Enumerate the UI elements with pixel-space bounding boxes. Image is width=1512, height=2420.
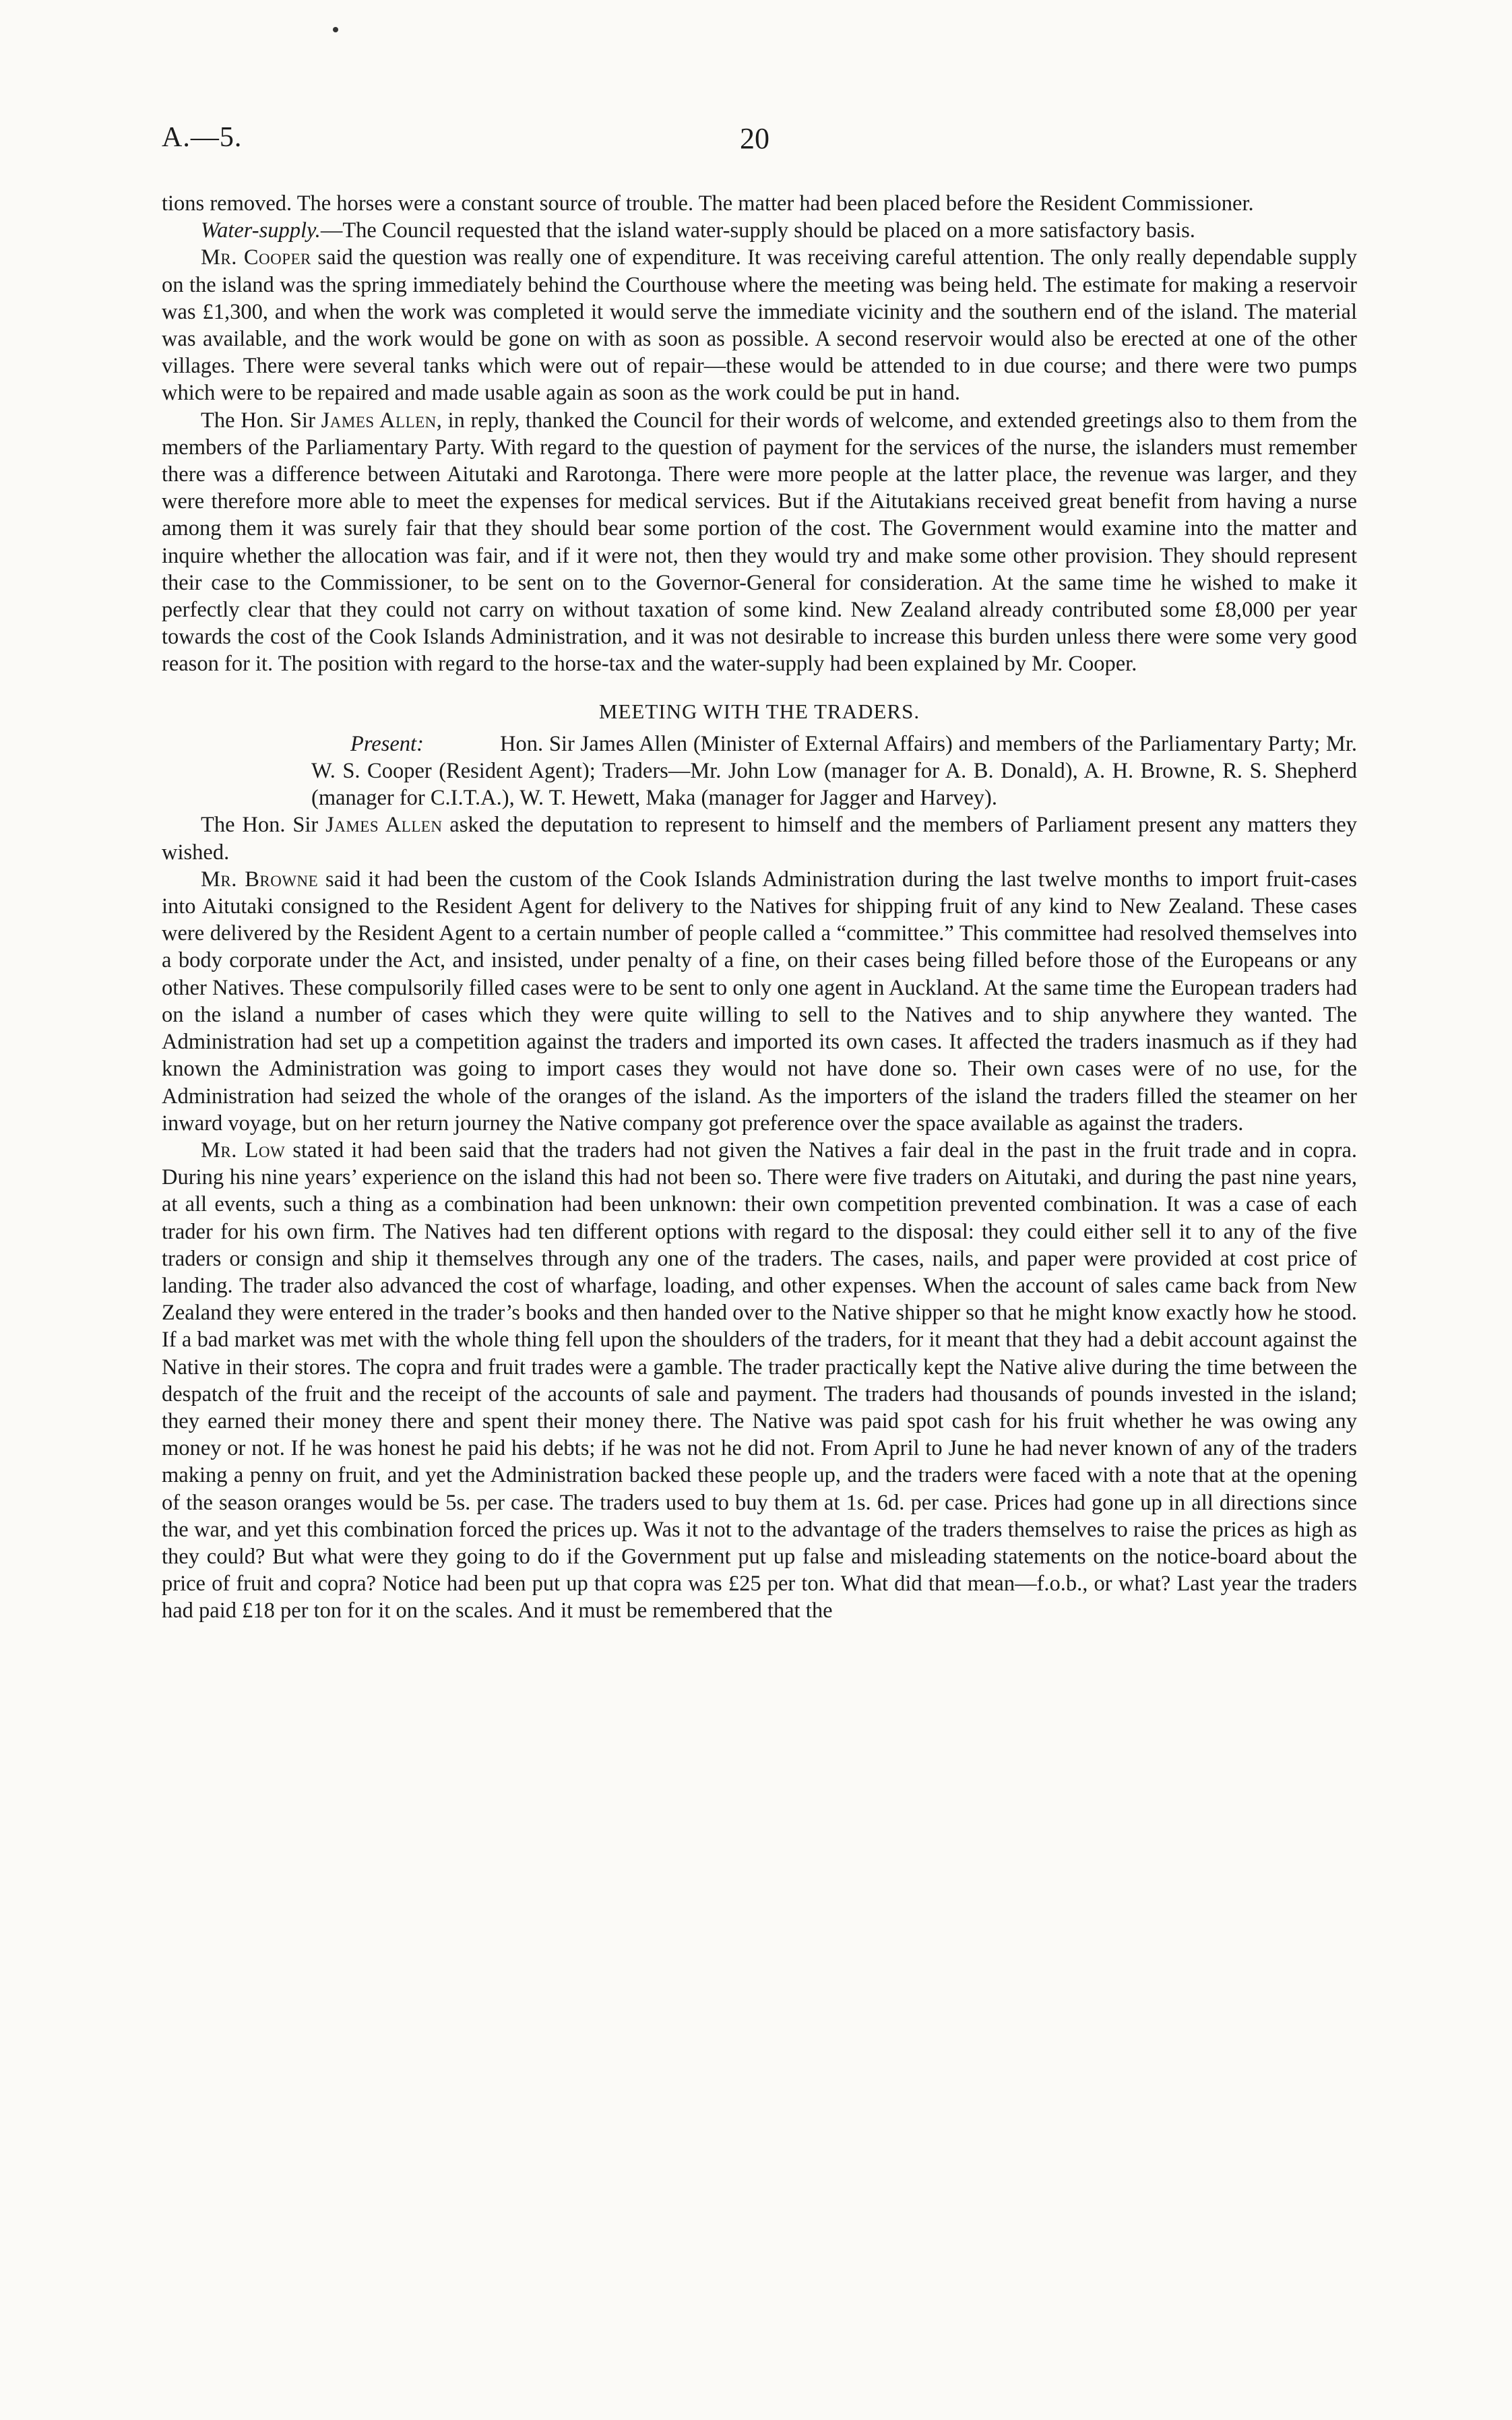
paragraph-allen-request bbox=[162, 811, 1357, 865]
paragraph-water-supply bbox=[162, 217, 1357, 244]
paragraph-text: —The Council requested that the island water-supply should be placed on a more satisfactory basis. bbox=[320, 218, 1195, 243]
paragraph-text: , in reply, thanked the Council for their words of welcome, and extended greetings also to them from the members of the Parliamentary Party. With regard to the question of payment for the services of the nurse, the islanders must remember there was a difference between Aitutaki and Rarotonga. There were more people at the latter place, the revenue was larger, and they were therefore more able to meet the expenses for medical services. But if the Aitutakians received great benefit from having a nurse among them it was surely fair that they should bear some portion of the cost. The Government would examine into the matter and inquire whether the allocation was fair, and if it were not, then they would try and make some other provision. They should represent their case to the Commissioner, to be sent on to the Governor-General for consideration. At the same time he wished to make it perfectly clear that they could not carry on without taxation of some kind. New Zealand already contributed some £8,000 per year towards the cost of the Cook Islands Administration, and it was not desirable to increase this burden unless there were some very good reason for it. The position with regard to the horse-tax and the water-supply had been explained by Mr. Cooper. bbox=[162, 408, 1357, 677]
paragraph-text: asked the deputation to represent to himself and the members of Parliament present any matters they wished. bbox=[162, 813, 1358, 865]
paragraph-text: said the question was really one of expenditure. It was receiving careful attention. The only really dependable supply on the island was the spring immediately behind the Courthouse where the meeting was being held. The estimate for making a reservoir was £1,300, and when the work was completed it would serve the immediate vicinity and the southern end of the island. The material was available, and the work would be gone on with as soon as possible. A second reservoir would also be erected at one of the other villages. There were several tanks which were out of repair—these would be attended to in due course; and there were two pumps which were to be repaired and made usable again as soon as the work could be put in hand. bbox=[162, 245, 1357, 406]
speaker-prefix: The Hon. Sir bbox=[201, 408, 321, 433]
speck-mark bbox=[333, 27, 338, 32]
speaker-name: Mr. Browne bbox=[201, 867, 319, 892]
paragraph-low bbox=[162, 1137, 1357, 1625]
paragraph-browne bbox=[162, 866, 1357, 1137]
paragraph-cooper bbox=[162, 244, 1357, 406]
speaker-prefix: The Hon. Sir bbox=[201, 813, 326, 838]
paragraph-allen-reply bbox=[162, 407, 1357, 678]
speaker-name: James Allen bbox=[321, 408, 437, 433]
paragraph-text: tions removed. The horses were a constant source of trouble. The matter had been placed before the Resident Commissioner. bbox=[162, 191, 1254, 216]
speaker-name: James Allen bbox=[325, 813, 443, 838]
paragraph-text: stated it had been said that the traders had not given the Natives a fair deal in the past in the fruit trade and in copra. During his nine years’ experience on the island this had not been so. There were five traders on Aitutaki, and during the past nine years, at all events, such a thing as a combination had been unknown: their own competition prevented combination. It was a case of each trader for his own firm. The Natives had ten different options with regard to the disposal: they could either sell it to any of the five traders or consign and ship it themselves through any one of the traders. The cases, nails, and paper were provided at cost price of landing. The trader also advanced the cost of wharfage, loading, and other expenses. When the account of sales came back from New Zealand they were entered in the trader’s books and then handed over to the Native shipper so that he might know exactly how he stood. If a bad market was met with the whole thing fell upon the shoulders of the traders, for it meant that they had a debit account against the Native in their stores. The copra and fruit trades were a gamble. The trader practically kept the Native alive during the time between the despatch of the fruit and the receipt of the accounts of sale and payment. The traders had thousands of pounds invested in the island; they earned their money there and spent their money there. The Native was paid spot cash for his fruit whether he was owing any money or not. If he was honest he paid his debts; if he was not he did not. From April to June he had never known of any of the traders making a penny on fruit, and yet the Administration backed these people up, and the traders were faced with a note that at the opening of the season oranges would be 5s. per case. The traders used to buy them at 1s. 6d. per case. Prices had gone up in all directions since the war, and yet this combination forced the prices up. Was it not to the advantage of the traders themselves to raise the prices as high as they could? But what were they going to do if the Government put up false and misleading statements on the notice-board about the price of fruit and copra? Notice had been put up that copra was £25 per ton. What did that mean—f.o.b., or what? Last year the traders had paid £18 per ton for it on the scales. And it must be remembered that the bbox=[162, 1138, 1357, 1623]
section-label: Water-supply. bbox=[201, 218, 321, 243]
paragraph-continuation bbox=[162, 190, 1357, 217]
present-text: Hon. Sir James Allen (Minister of External Affairs) and members of the Parliamentary Party; Mr. W. S. Cooper (Resident Agent); Traders—Mr. John Low (manager for A. B. Donald), A. H. Browne, R. S. Shepherd (manager for C.I.T.A.), W. T. Hewett, Maka (manager for Jagger and Harvey). bbox=[311, 731, 1357, 811]
speaker-name: Mr. Cooper bbox=[201, 245, 311, 270]
page-number: 20 bbox=[740, 122, 769, 155]
section-heading: MEETING WITH THE TRADERS. bbox=[598, 699, 920, 723]
speaker-name: Mr. Low bbox=[201, 1138, 286, 1162]
present-label: Present: bbox=[350, 731, 424, 756]
present-list bbox=[162, 731, 1357, 812]
paragraph-text: said it had been the custom of the Cook Islands Administration during the last twelve months to import fruit-cases into Aitutaki consigned to the Resident Agent for delivery to the Natives for shipping fruit of any kind to New Zealand. These cases were delivered by the Resident Agent to a certain number of people called a “committee.” This committee had resolved themselves into a body corporate under the Act, and insisted, under penalty of a fine, on their cases being filled before those of the Europeans or any other Natives. These compulsorily filled cases were to be sent to only one agent in Auckland. At the same time the European traders had on the island a number of cases which they were quite willing to sell to the Natives and to ship anywhere they wanted. The Administration had set up a competition against the traders and imported its own cases. It affected the traders inasmuch as if they had known the Administration was going to import cases they would not have done so. Their own cases were of no use, for the Administration had seized the whole of the oranges of the island. As the importers of the island the traders filled the steamer on her inward voyage, but on her return journey the Native company got preference over the space available as against the traders. bbox=[162, 867, 1357, 1136]
document-body bbox=[162, 190, 1357, 1625]
document-reference: A.—5. bbox=[162, 122, 243, 153]
